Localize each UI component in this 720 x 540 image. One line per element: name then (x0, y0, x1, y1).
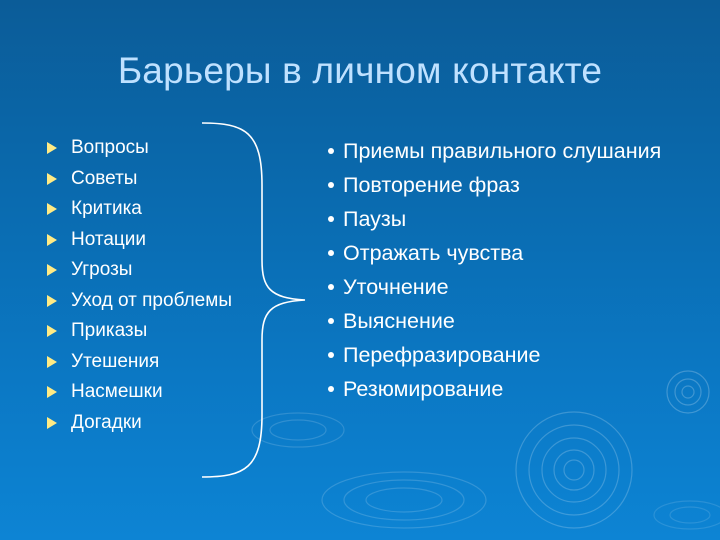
technique-label: Перефразирование (343, 343, 541, 367)
dot-bullet-icon (328, 318, 334, 324)
curly-bracket-icon (200, 120, 320, 480)
arrowhead-bullet-icon (47, 325, 57, 337)
arrowhead-bullet-icon (47, 295, 57, 307)
technique-item (328, 238, 688, 272)
arrowhead-bullet-icon (47, 386, 57, 398)
dot-bullet-icon (328, 352, 334, 358)
technique-label: Резюмирование (343, 377, 504, 401)
slide-title: Барьеры в личном контакте (117, 50, 603, 91)
dot-bullet-icon (328, 284, 334, 290)
barrier-label: Догадки (71, 411, 142, 433)
barrier-label: Угрозы (71, 259, 133, 280)
technique-label: Паузы (343, 207, 407, 231)
technique-label: Повторение фраз (343, 173, 520, 197)
technique-label: Уточнение (343, 275, 449, 299)
technique-item (328, 306, 688, 340)
barrier-label: Вопросы (71, 137, 149, 158)
technique-item (328, 170, 688, 204)
barrier-label: Советы (71, 167, 138, 189)
listening-techniques-list (328, 136, 688, 408)
arrowhead-bullet-icon (47, 142, 57, 154)
technique-label: Приемы правильного слушания (343, 139, 662, 163)
arrowhead-bullet-icon (47, 417, 57, 429)
barrier-label: Критика (71, 198, 142, 219)
dot-bullet-icon (328, 148, 334, 154)
technique-label: Отражать чувства (343, 241, 524, 265)
barrier-label: Уход от проблемы (71, 289, 232, 311)
barrier-label: Нотации (71, 228, 147, 250)
arrowhead-bullet-icon (47, 264, 57, 276)
technique-item (328, 272, 688, 306)
arrowhead-bullet-icon (47, 173, 57, 185)
technique-item (328, 340, 688, 374)
technique-label: Выяснение (343, 309, 455, 333)
technique-item (328, 204, 688, 238)
dot-bullet-icon (328, 250, 334, 256)
arrowhead-bullet-icon (47, 203, 57, 215)
dot-bullet-icon (328, 216, 334, 222)
arrowhead-bullet-icon (47, 356, 57, 368)
dot-bullet-icon (328, 182, 334, 188)
barrier-label: Приказы (71, 320, 148, 341)
barrier-label: Насмешки (71, 381, 163, 402)
arrowhead-bullet-icon (47, 234, 57, 246)
technique-item (328, 136, 688, 170)
dot-bullet-icon (328, 386, 334, 392)
technique-item (328, 374, 688, 408)
barrier-label: Утешения (71, 350, 160, 372)
